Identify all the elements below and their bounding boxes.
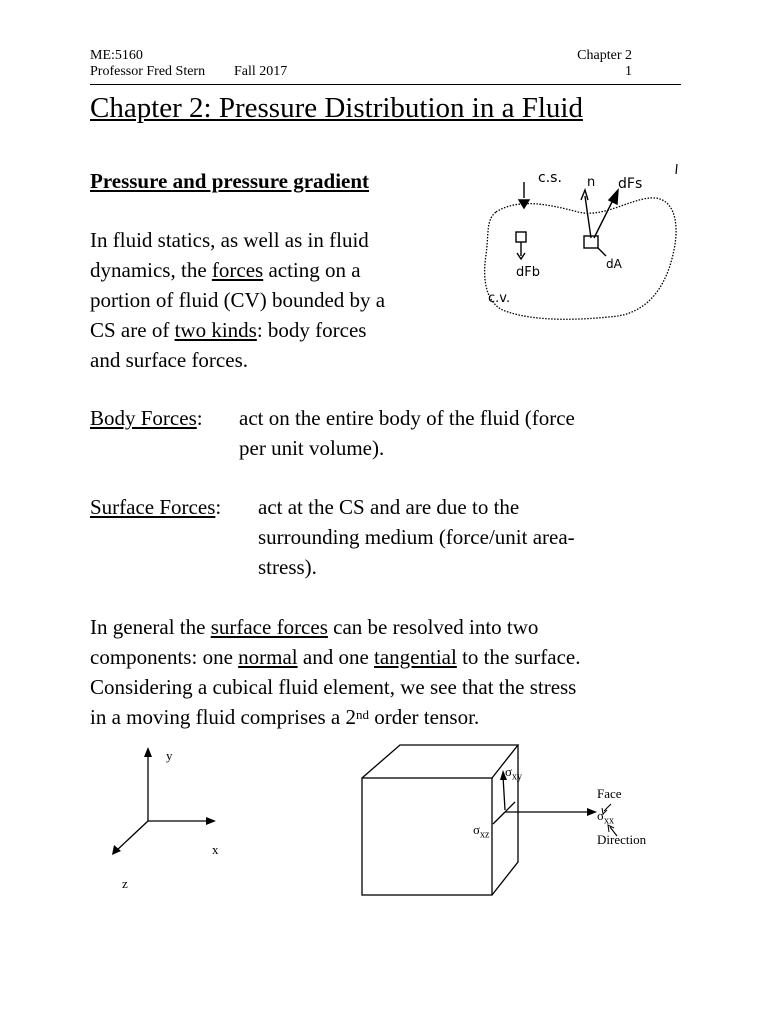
coordinate-axes — [100, 745, 230, 895]
sigma-xz-label: $\sigma_{xz}$ — [473, 822, 490, 841]
face-label: Face — [597, 786, 622, 801]
general-paragraph: In general the surface forces can be resolved into two components: one normal and one tangential to the surface. Considering a cubical fluid element, we see that the stress in a moving fluid comprises a 2nd order tensor. — [90, 615, 581, 729]
intro-paragraph — [90, 225, 385, 375]
sigma-xx-label: $\sigma_{xx}$ — [597, 808, 615, 827]
course-code: ME:5160 — [90, 48, 143, 63]
chapter-label: Chapter 2 — [577, 48, 632, 63]
stress-cube — [355, 740, 625, 900]
intro-line: CS are of two kinds: body forces — [90, 318, 367, 342]
surface-forces-term: Surface Forces: — [90, 495, 222, 519]
intro-line: portion of fluid (CV) bounded by a — [90, 288, 386, 312]
sigma-xy-label: $\sigma_{xy}$ — [505, 764, 523, 783]
surface-forces-def: act at the CS and are due to the surrounding medium (force/unit area- stress). — [258, 495, 575, 579]
term: Fall 2017 — [234, 64, 288, 79]
sketch-dfs-label: dFs — [618, 176, 643, 192]
page-title: Chapter 2: Pressure Distribution in a Fluid — [90, 92, 583, 124]
intro-line: and surface forces. — [90, 348, 248, 372]
sketch-normal-label: n — [587, 175, 596, 190]
body-forces-term: Body Forces: — [90, 406, 203, 430]
sketch-cv-label: c.v. — [488, 291, 511, 306]
sketch-da-label: dA — [606, 257, 622, 271]
section-heading: Pressure and pressure gradient — [90, 169, 370, 193]
page-number: 1 — [625, 64, 632, 79]
axis-label-y: y — [166, 748, 173, 763]
sketch-dfb-label: dFb — [516, 265, 540, 280]
control-volume-sketch — [478, 160, 688, 335]
intro-line: dynamics, the forces acting on a — [90, 258, 361, 282]
sketch-cs-label: c.s. — [538, 170, 562, 186]
intro-line: In fluid statics, as well as in fluid — [90, 228, 369, 252]
header-rule — [90, 84, 681, 85]
direction-label: Direction — [597, 832, 647, 847]
body-forces-def: act on the entire body of the fluid (force per unit volume). — [239, 406, 575, 460]
axis-label-z: z — [122, 876, 128, 891]
axis-label-x: x — [212, 842, 219, 857]
professor-name: Professor Fred Stern — [90, 64, 206, 79]
